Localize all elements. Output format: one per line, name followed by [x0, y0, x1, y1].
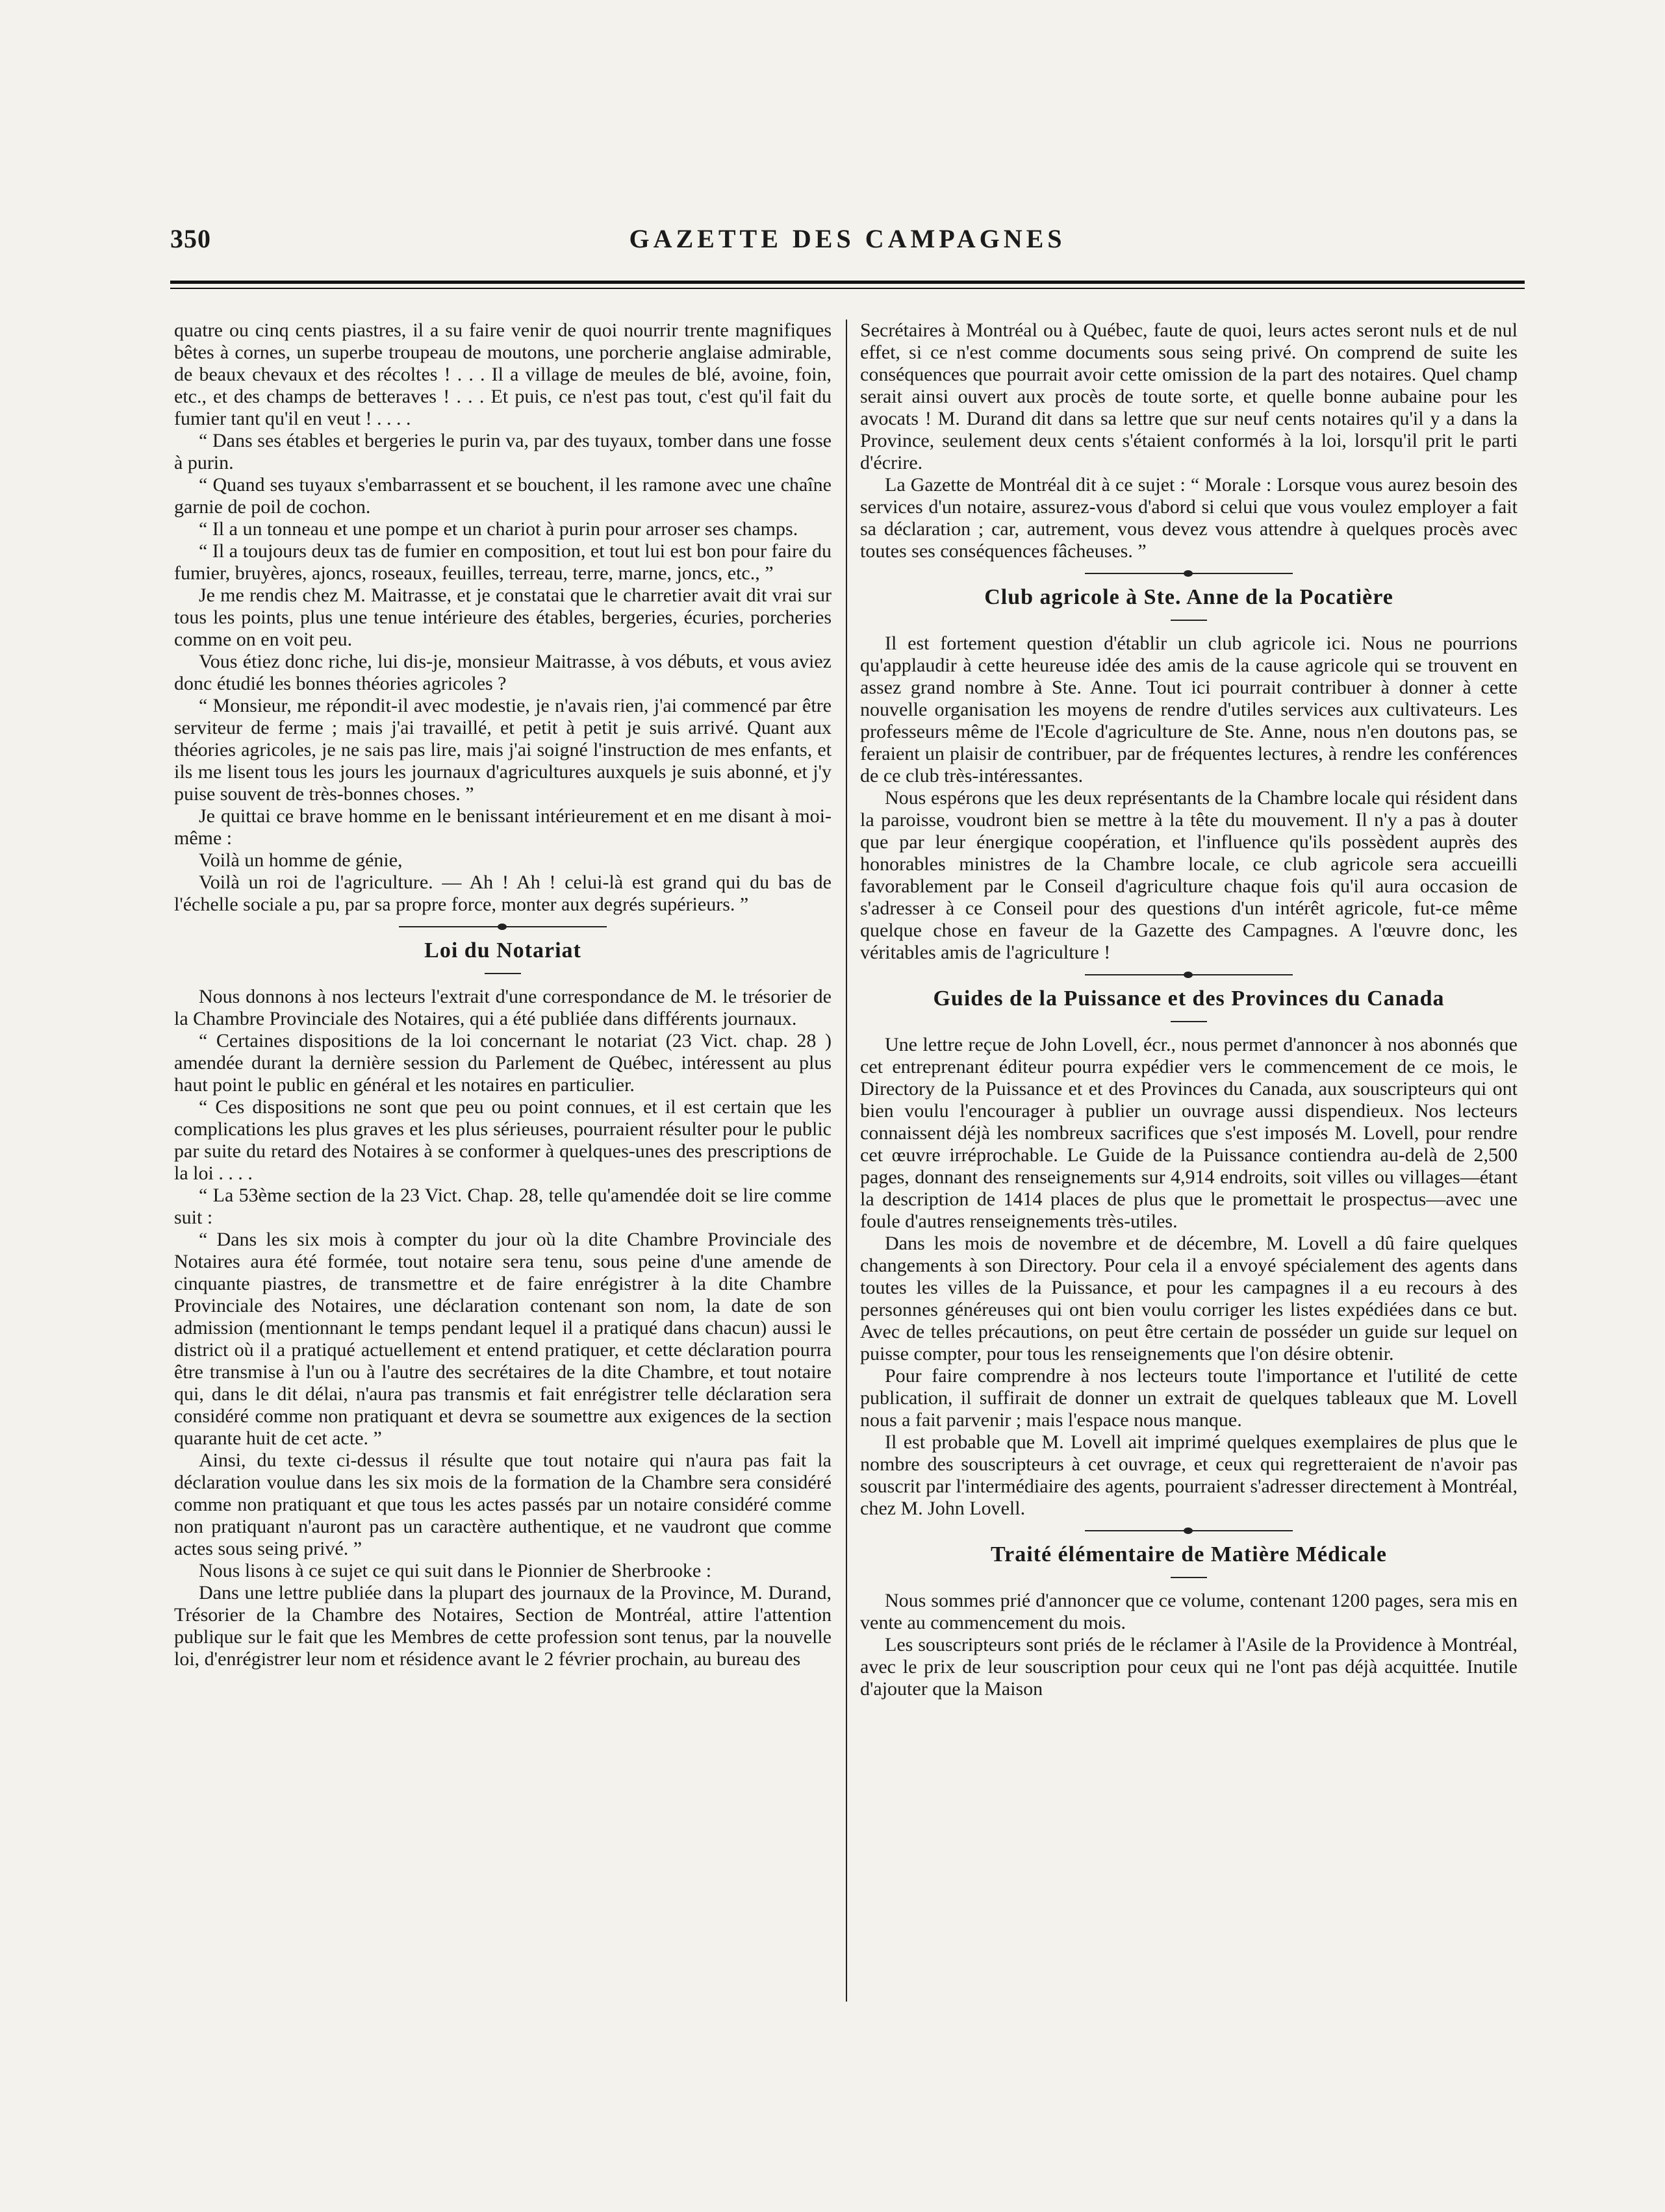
- paragraph: Nous donnons à nos lecteurs l'extrait d'une correspondance de M. le trésorier de la Chambre Provinciale des Notaires, qui a été publiée dans différents journaux.: [174, 986, 832, 1029]
- section-ornament: [1085, 1527, 1293, 1534]
- paragraph: “ La 53ème section de la 23 Vict. Chap. 28, telle qu'amendée doit se lire comme suit :: [174, 1185, 832, 1228]
- paragraph: “ Dans les six mois à compter du jour où la dite Chambre Provinciale des Notaires aura été formée, tout notaire sera tenu, sous peine d'une amende de cinquante piastres, de transmettre et de faire enrégistrer à la dite Chambre Provinciale des Notaires, une déclaration contenant son nom, la date de son admission (mentionnant le temps pendant lequel il a pratiqué dans chacun) aussi le district où il a pratiqué actuellement et entend pratiquer, et cette déclaration pourra être transmise à l'un ou à l'autre des secrétaires de la dite Chambre, et tout notaire qui, dans le dit délai, n'aura pas transmis et fait enrégistrer telle déclaration sera considéré comme non pratiquant et devra se soumettre aux exigences de la section quarante huit de cet acte. ”: [174, 1229, 832, 1449]
- paragraph: Ainsi, du texte ci-dessus il résulte que tout notaire qui n'aura pas fait la déclaration voulue dans les six mois de la formation de la Chambre sera considéré comme non pratiquant et que tous les actes passés par un notaire considéré comme non pratiquant n'auront pas un caractère authentique, et ne vaudront que comme actes sous seing privé. ”: [174, 1450, 832, 1559]
- page-header: [170, 220, 1525, 265]
- section-heading-notariat: Loi du Notariat: [424, 938, 581, 962]
- section-heading-traite: Traité élémentaire de Matière Médicale: [990, 1542, 1388, 1566]
- paragraph: Dans les mois de novembre et de décembre, M. Lovell a dû faire quelques changements à son Directory. Pour cela il a envoyé spécialement des agents dans toutes les villes de la Puissance, et pour les campagnes il a eu recours à des personnes généreuses qui ont bien voulu corriger les listes expédiées dans ce but. Avec de telles précautions, on peut être certain de posséder un guide sur lequel on puisse compter, pour tous les renseignements que l'on désire obtenir.: [860, 1233, 1518, 1364]
- paragraph: “ Certaines dispositions de la loi concernant le notariat (23 Vict. chap. 28 ) amendée durant la dernière session du Parlement de Québec, intéressent au plus haut point le public en général et les notaires en particulier.: [174, 1030, 832, 1096]
- heading-underline: [1171, 620, 1207, 621]
- section-ornament: [1085, 972, 1293, 978]
- paragraph: Nous lisons à ce sujet ce qui suit dans le Pionnier de Sherbrooke :: [199, 1560, 712, 1581]
- heading-underline: [1171, 1021, 1207, 1022]
- paragraph: Pour faire comprendre à nos lecteurs toute l'importance et l'utilité de cette publication, il suffirait de donner un extrait de quelques tableaux que M. Lovell nous a fait parvenir ; mais l'espace nous manque.: [860, 1365, 1518, 1431]
- heading-underline: [485, 973, 521, 974]
- paragraph: Je me rendis chez M. Maitrasse, et je constatai que le charretier avait dit vrai sur tous les points, plus une tenue intérieure des étables, bergeries, écuries, porcheries comme on en voit peu.: [174, 584, 832, 650]
- left-column: [174, 320, 832, 1670]
- paragraph: Nous sommes prié d'annoncer que ce volume, contenant 1200 pages, sera mis en vente au commencement du mois.: [860, 1590, 1518, 1633]
- page-title: GAZETTE DES CAMPAGNES: [629, 224, 1066, 253]
- section-heading-club: Club agricole à Ste. Anne de la Pocatière: [984, 585, 1393, 609]
- right-column: [860, 320, 1518, 1700]
- paragraph: Une lettre reçue de John Lovell, écr., nous permet d'annoncer à nos abonnés que cet entreprenant éditeur pourra expédier vers le commencement de ce mois, le Directory de la Puissance et et des Provinces du Canada, aux souscripteurs qui ont bien voulu l'encourager à publier un ouvrage aussi dispendieux. Nos lecteurs connaissent déjà les nombreux sacrifices que s'est imposés M. Lovell, pour rendre cet œuvre irréprochable. Le Guide de la Puissance contiendra au-delà de 2,500 pages, donnant des renseignements sur 4,914 endroits, soit villes ou villages—étant la description de 1414 places de plus que le promettait le prospectus—avec une foule d'autres renseignements très-utiles.: [860, 1034, 1518, 1232]
- paragraph: “ Ces dispositions ne sont que peu ou point connues, et il est certain que les complications les plus graves et les plus sérieuses, pourraient résulter pour le public par suite du retard des Notaires à se conformer à quelques-unes des prescriptions de la loi . . . .: [174, 1096, 832, 1184]
- paragraph: “ Il a toujours deux tas de fumier en composition, et tout lui est bon pour faire du fumier, bruyères, ajoncs, roseaux, feuilles, terreau, terre, marne, joncs, etc., ”: [174, 540, 832, 584]
- paragraph: “ Monsieur, me répondit-il avec modestie, je n'avais rien, j'ai commencé par être serviteur de ferme ; mais j'ai travaillé, et petit à petit je suis arrivé. Quant aux théories agricoles, je ne sais pas lire, mais j'ai soigné l'instruction de mes enfants, et ils me lisent tous les jours les journaux d'agricultures auxquels je suis abonné, et j'y puise souvent de très-bonnes choses. ”: [174, 695, 832, 805]
- column-divider: [846, 320, 847, 2002]
- paragraph: “ Dans ses étables et bergeries le purin va, par des tuyaux, tomber dans une fosse à purin.: [174, 430, 832, 473]
- paragraph: “ Quand ses tuyaux s'embarrassent et se bouchent, il les ramone avec une chaîne garnie de poil de cochon.: [174, 474, 832, 518]
- paragraph: Voilà un homme de génie,: [199, 849, 403, 871]
- paragraph: Je quittai ce brave homme en le benissant intérieurement et en me disant à moi-même :: [174, 805, 832, 849]
- paragraph: La Gazette de Montréal dit à ce sujet : “ Morale : Lorsque vous aurez besoin des services d'un notaire, assurez-vous d'abord si celui que vous voulez employer a fait sa déclaration ; car, autrement, vous devez vous attendre à quelques procès avec toutes ses conséquences fâcheuses. ”: [860, 474, 1518, 562]
- paragraph: “ Il a un tonneau et une pompe et un chariot à purin pour arroser ses champs.: [199, 518, 798, 540]
- page-number: 350: [170, 224, 211, 253]
- paragraph: Il est fortement question d'établir un club agricole ici. Nous ne pourrions qu'applaudir à cette heureuse idée des amis de la cause agricole qui se trouvent en assez grand nombre à Ste. Anne. Tout ici pourrait contribuer à donner à cette nouvelle organisation les moyens de rendre d'utiles services aux cultivateurs. Les professeurs même de l'Ecole d'agriculture de Ste. Anne, nous n'en doutons pas, se feraient un plaisir de contribuer, par de fréquentes lectures, à rendre les conférences de ce club très-intéressantes.: [860, 633, 1518, 786]
- section-ornament: [399, 924, 607, 930]
- paragraph: Voilà un roi de l'agriculture. — Ah ! Ah ! celui-là est grand qui du bas de l'échelle sociale a pu, par sa propre force, monter aux degrés supérieurs. ”: [174, 872, 832, 915]
- header-rule-thin: [170, 288, 1525, 289]
- paragraph: Dans une lettre publiée dans la plupart des journaux de la Province, M. Durand, Trésorier de la Chambre des Notaires, Section de Montréal, attire l'attention publique sur le fait que les Membres de cette profession sont tenus, par la nouvelle loi, d'enrégistrer leur nom et résidence avant le 2 février prochain, au bureau des: [174, 1582, 832, 1670]
- header-rule-thick: [170, 281, 1525, 284]
- paragraph: Il est probable que M. Lovell ait imprimé quelques exemplaires de plus que le nombre des souscripteurs à cet ouvrage, et ceux qui regretteraient de n'avoir pas souscrit par l'intermédiaire des agents, pourraient s'adresser directement à Montréal, chez M. John Lovell.: [860, 1431, 1518, 1519]
- paragraph: Secrétaires à Montréal ou à Québec, faute de quoi, leurs actes seront nuls et de nul effet, si ce n'est comme documents sous seing privé. On comprend de suite les conséquences que pourrait avoir cette omission de la part des notaires. Quel champ serait ainsi ouvert aux procès de toute sorte, et quelle bonne aubaine pour les avocats ! M. Durand dit dans sa lettre que sur neuf cents notaires qu'il y a dans la Province, seulement deux cents s'étaient conformés à la loi, lorsqu'il prit le parti d'écrire.: [860, 320, 1518, 473]
- paragraph: quatre ou cinq cents piastres, il a su faire venir de quoi nourrir trente magnifiques bêtes à cornes, un superbe troupeau de moutons, une porcherie anglaise admirable, de beaux chevaux et des récoltes ! . . . Il a village de meules de blé, avoine, foin, etc., et des champs de betteraves ! . . . Et puis, ce n'est pas tout, c'est qu'il fait du fumier tant qu'il en veut ! . . . .: [174, 320, 832, 429]
- section-heading-guides: Guides de la Puissance et des Provinces du Canada: [933, 987, 1445, 1011]
- paragraph: Nous espérons que les deux représentants de la Chambre locale qui résident dans la paroisse, voudront bien se mettre à la tête du mouvement. Il n'y a pas à douter que par leur énergique coopération, et l'influence qu'ils possèdent auprès des honorables ministres de la Chambre locale, ce club agricole sera accueilli favorablement par le Conseil d'agriculture chaque fois qu'il aura occasion de s'adresser à ce Conseil pour des questions d'un intérêt agricole, fut-ce même quelque chose en faveur de la Gazette des Campagnes. A l'œuvre donc, les véritables amis de l'agriculture !: [860, 787, 1518, 963]
- heading-underline: [1171, 1577, 1207, 1578]
- paragraph: Les souscripteurs sont priés de le réclamer à l'Asile de la Providence à Montréal, avec le prix de leur souscription pour ceux qui ne l'ont pas déjà acquittée. Inutile d'ajouter que la Maison: [860, 1634, 1518, 1700]
- section-ornament: [1085, 570, 1293, 577]
- paragraph: Vous étiez donc riche, lui dis-je, monsieur Maitrasse, à vos débuts, et vous aviez donc étudié les bonnes théories agricoles ?: [174, 651, 832, 694]
